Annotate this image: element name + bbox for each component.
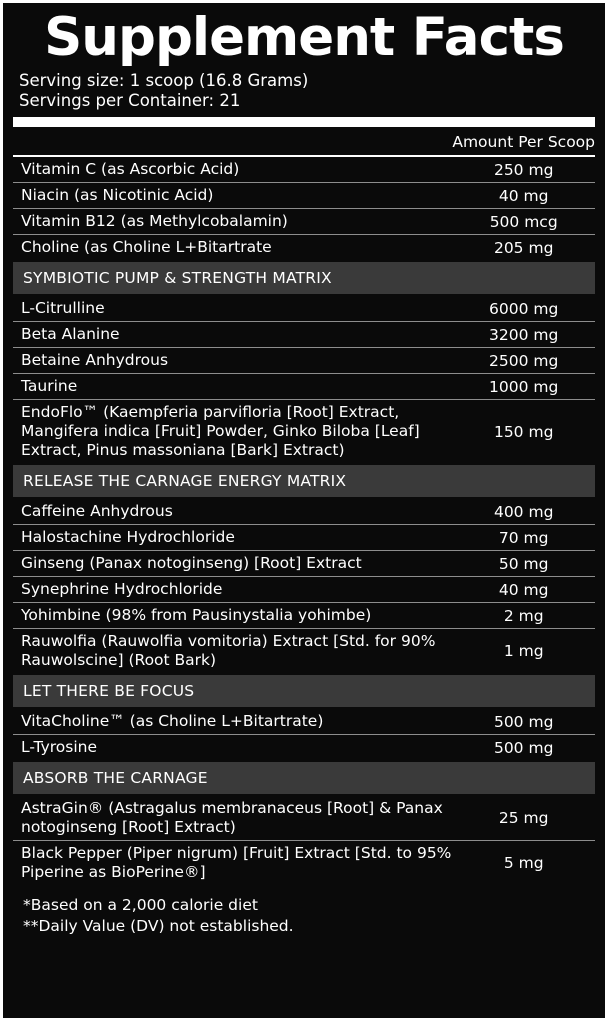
- ingredient-amount: 150 mg: [493, 422, 554, 441]
- footnote-daily-value: **Daily Value (DV) not established.: [23, 917, 294, 935]
- ingredient-row: [13, 235, 595, 260]
- ingredient-name: Taurine: [21, 377, 78, 395]
- table-header-row: [13, 127, 595, 155]
- ingredient-amount: 70 mg: [498, 528, 549, 547]
- ingredient-row: [13, 841, 595, 885]
- ingredient-amount: 1000 mg: [489, 377, 559, 396]
- ingredient-row: [13, 577, 595, 602]
- amount-per-serving-header: Amount Per Scoop: [452, 133, 595, 151]
- ingredient-amount: 40 mg: [498, 186, 549, 205]
- ingredient-name: L-Citrulline: [21, 299, 105, 317]
- ingredient-name: Betaine Anhydrous: [21, 351, 169, 369]
- ingredient-amount: 1 mg: [503, 642, 544, 660]
- ingredient-row: [13, 400, 595, 463]
- ingredient-name: Black Pepper (Piper nigrum) [Fruit] Extract [Std. to 95% Piperine as BioPerine®]: [21, 844, 452, 881]
- ingredient-amount: 2500 mg: [489, 351, 559, 370]
- section-header-row: [13, 260, 595, 296]
- footnote-calorie-diet: *Based on a 2,000 calorie diet: [23, 896, 258, 914]
- section-header-label: SYMBIOTIC PUMP & STRENGTH MATRIX: [13, 262, 595, 294]
- ingredient-row: [13, 296, 595, 321]
- ingredient-name: VitaCholine™ (as Choline L+Bitartrate): [21, 712, 324, 730]
- section-header-label: RELEASE THE CARNAGE ENERGY MATRIX: [13, 465, 595, 497]
- ingredient-name: Choline (as Choline L+Bitartrate: [21, 238, 272, 256]
- section-header-label: LET THERE BE FOCUS: [13, 675, 595, 707]
- header-spacer: [13, 127, 452, 155]
- ingredient-name: Beta Alanine: [21, 325, 120, 343]
- serving-size: Serving size: 1 scoop (16.8 Grams): [19, 71, 309, 90]
- ingredient-name: Caffeine Anhydrous: [21, 502, 173, 520]
- section-header-row: [13, 673, 595, 709]
- ingredient-amount: 5 mg: [503, 854, 544, 872]
- ingredient-name: Ginseng (Panax notoginseng) [Root] Extract: [21, 554, 362, 572]
- ingredient-name: Vitamin B12 (as Methylcobalamin): [21, 212, 288, 230]
- ingredient-row: [13, 525, 595, 550]
- ingredient-amount: 500 mg: [493, 738, 554, 757]
- ingredient-name: EndoFlo™ (Kaempferia parvifloria [Root] Extract, Mangifera indica [Fruit] Powder, Ginko Biloba [Leaf] Extract, Pinus massoniana [Bark] Extract): [21, 403, 420, 459]
- ingredient-row: [13, 603, 595, 628]
- ingredient-amount: 40 mg: [498, 580, 549, 599]
- page-title: Supplement Facts: [44, 7, 564, 68]
- section-header-label: ABSORB THE CARNAGE: [13, 762, 595, 794]
- ingredient-amount: 50 mg: [498, 554, 549, 573]
- ingredient-name: Vitamin C (as Ascorbic Acid): [21, 160, 240, 178]
- top-divider-bar: [13, 117, 595, 127]
- footnotes: [13, 885, 595, 937]
- ingredient-row: [13, 157, 595, 182]
- ingredient-amount: 25 mg: [498, 809, 549, 827]
- ingredient-name: AstraGin® (Astragalus membranaceus [Root] & Panax notoginseng [Root] Extract): [21, 799, 443, 836]
- ingredient-row: [13, 499, 595, 524]
- ingredient-name: Niacin (as Nicotinic Acid): [21, 186, 214, 204]
- ingredient-row: [13, 209, 595, 234]
- ingredient-row: [13, 735, 595, 760]
- section-header-row: [13, 760, 595, 796]
- servings-per-container: Servings per Container: 21: [19, 91, 241, 110]
- ingredient-name: Synephrine Hydrochloride: [21, 580, 223, 598]
- ingredient-name: Yohimbine (98% from Pausinystalia yohimbe): [21, 606, 372, 624]
- ingredient-amount: 400 mg: [493, 502, 554, 521]
- ingredient-row: [13, 629, 595, 673]
- ingredient-row: [13, 322, 595, 347]
- ingredient-row: [13, 709, 595, 734]
- ingredient-name: Halostachine Hydrochloride: [21, 528, 235, 546]
- ingredient-amount: 6000 mg: [489, 299, 559, 318]
- ingredient-amount: 2 mg: [503, 606, 544, 625]
- ingredient-amount: 250 mg: [493, 160, 554, 179]
- ingredient-amount: 205 mg: [493, 238, 554, 257]
- nutrition-table: [13, 127, 595, 885]
- ingredient-row: [13, 551, 595, 576]
- ingredient-amount: 3200 mg: [489, 325, 559, 344]
- section-header-row: [13, 463, 595, 499]
- ingredient-name: L-Tyrosine: [21, 738, 98, 756]
- ingredient-name: Rauwolfia (Rauwolfia vomitoria) Extract [Std. for 90% Rauwolscine] (Root Bark): [21, 632, 436, 669]
- ingredient-row: [13, 183, 595, 208]
- ingredient-amount: 500 mcg: [489, 212, 558, 231]
- ingredient-amount: 500 mg: [493, 712, 554, 731]
- ingredient-row: [13, 348, 595, 373]
- ingredient-row: [13, 796, 595, 840]
- ingredient-row: [13, 374, 595, 399]
